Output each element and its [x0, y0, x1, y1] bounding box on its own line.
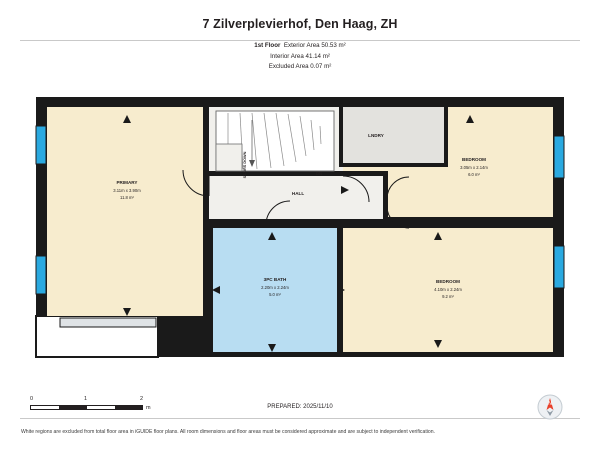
- label-stairs-down: STAIRS DOWN: [243, 151, 247, 179]
- room-fill-lndry: [343, 107, 448, 165]
- scale-unit: m: [146, 405, 151, 411]
- room-name-lndry: LNDRY: [368, 133, 384, 138]
- room-area-bath: 5.0 m²: [269, 292, 281, 297]
- room-fill-bath: [213, 228, 337, 352]
- disclaimer-text: White regions are excluded from total floor area in iGUIDE floor plans. All room dimensions and floor areas must be considered approximate and are subject to independent verification.: [21, 429, 435, 435]
- room-area-primary: 11.8 m²: [120, 195, 134, 200]
- floor-label: 1st Floor: [254, 42, 281, 49]
- compass-icon: [537, 394, 563, 420]
- staircase: [216, 111, 334, 171]
- exterior-area: Exterior Area 50.53 m²: [283, 42, 346, 49]
- window-bottom-left: [60, 318, 156, 327]
- room-dims-bath: 2.20m x 2.24m: [261, 285, 289, 290]
- room-dims-bedroom-lower: 4.10m x 2.24m: [434, 287, 462, 292]
- compass-north-label: N: [548, 401, 552, 407]
- room-fill-corridor: [160, 228, 207, 316]
- footer-divider: [20, 418, 580, 419]
- room-name-bath: 3PC BATH: [263, 277, 287, 282]
- room-fill-bedroom-upper: [448, 107, 553, 217]
- room-name-primary: PRIMARY: [116, 180, 138, 185]
- room-name-hall: HALL: [291, 191, 305, 196]
- page-title: 7 Zilverplevierhof, Den Haag, ZH: [202, 17, 398, 31]
- room-area-bedroom-lower: 9.2 m²: [442, 294, 454, 299]
- scale-bar: [30, 396, 150, 418]
- window-right-lower: [554, 246, 564, 288]
- window-left-upper: [36, 126, 46, 164]
- room-name-bedroom-upper: BEDROOM: [462, 157, 486, 162]
- prepared-date: PREPARED: 2025/11/10: [267, 404, 333, 410]
- window-right-upper: [554, 136, 564, 178]
- scale-tick-1: 1: [84, 396, 88, 402]
- scale-tick-0: 0: [30, 396, 34, 402]
- excluded-area: Excluded Area 0.07 m²: [268, 63, 332, 70]
- interior-area: Interior Area 41.14 m²: [270, 52, 330, 60]
- label-dn: DN: [315, 171, 323, 176]
- room-name-bedroom-lower: BEDROOM: [436, 279, 460, 284]
- room-area-bedroom-upper: 6.0 m²: [468, 172, 480, 177]
- window-left-lower: [36, 256, 46, 294]
- room-dims-primary: 3.11m x 3.90m: [113, 188, 141, 193]
- room-dims-bedroom-upper: 3.05m x 2.14m: [460, 165, 488, 170]
- scale-tick-2: 2: [140, 396, 144, 402]
